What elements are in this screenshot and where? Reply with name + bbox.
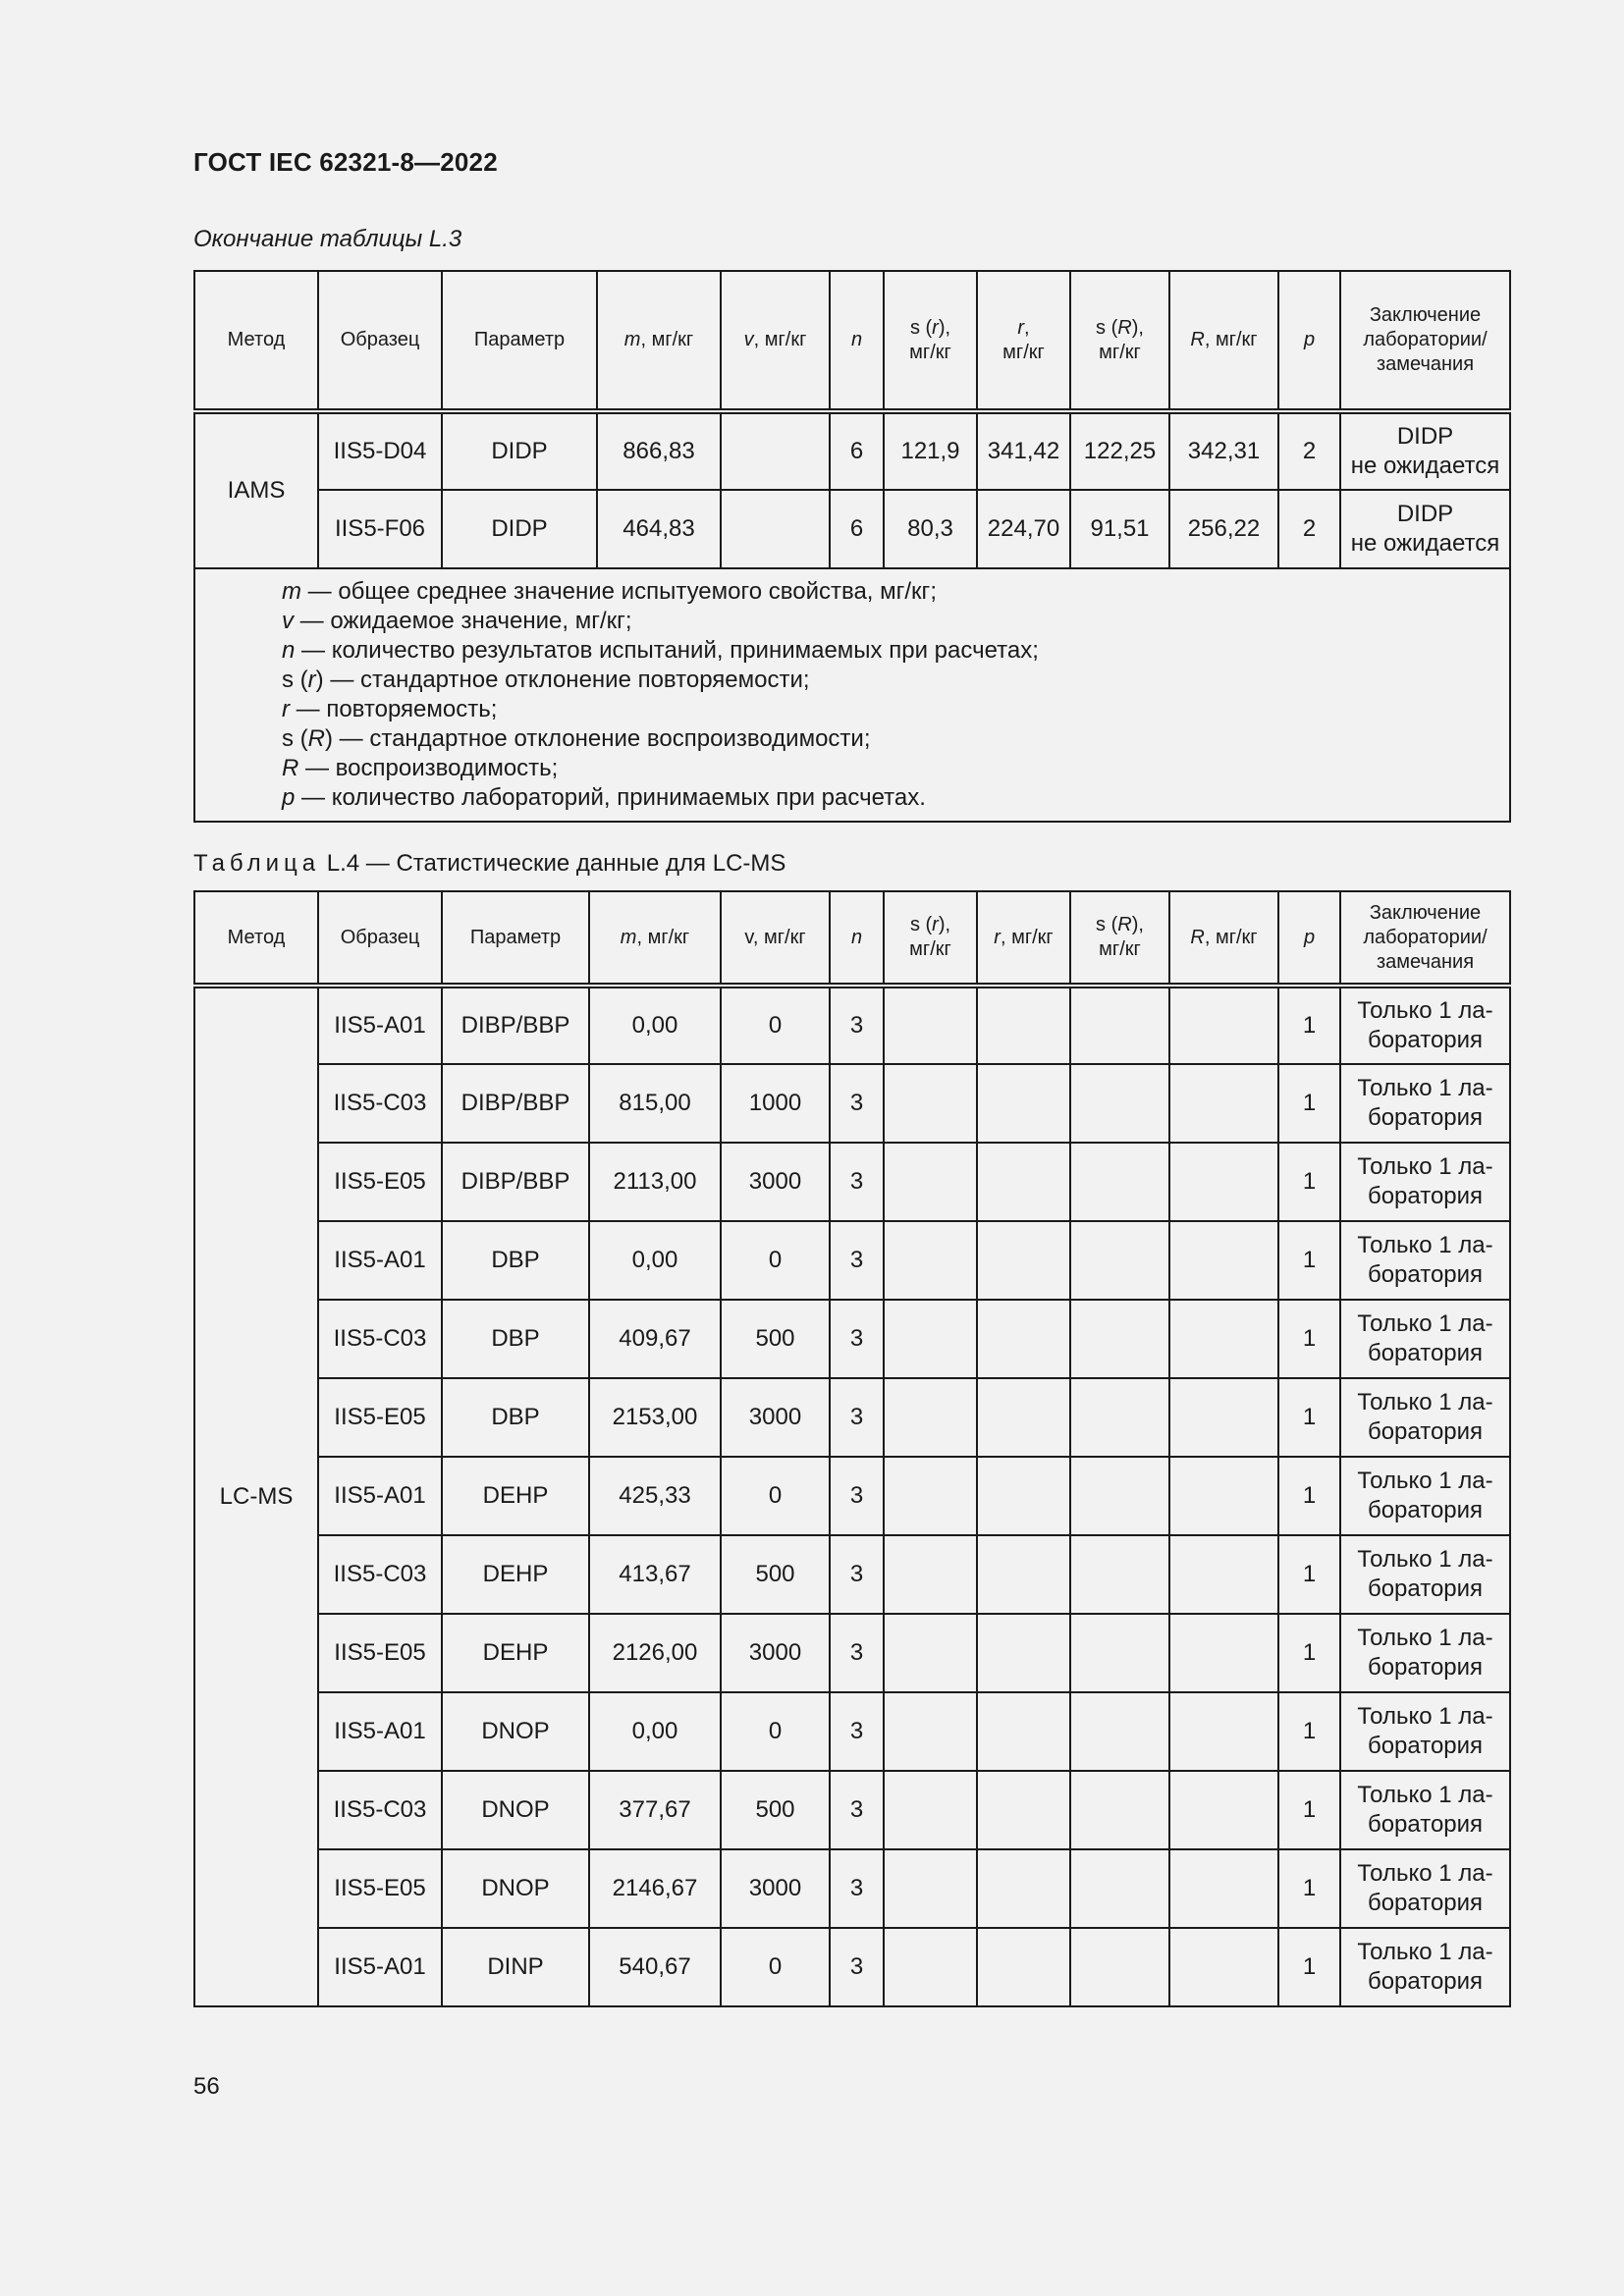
conclusion-cell: Только 1 ла- боратория xyxy=(1340,1771,1510,1849)
r-cell xyxy=(977,1064,1070,1143)
sample-cell: IIS5-A01 xyxy=(318,1692,442,1771)
n-cell: 3 xyxy=(830,1849,884,1928)
r-cell xyxy=(977,1928,1070,2006)
R-cell xyxy=(1169,1849,1278,1928)
sR-cell xyxy=(1070,1143,1169,1221)
p-cell: 1 xyxy=(1278,1535,1340,1614)
sample-cell: IIS5-A01 xyxy=(318,1457,442,1535)
legend-line: p — количество лабораторий, принимаемых при расчетах. xyxy=(282,784,926,811)
sR-cell xyxy=(1070,1457,1169,1535)
sr-cell: 121,9 xyxy=(884,411,977,490)
sr-cell xyxy=(884,1614,977,1692)
sr-cell: 80,3 xyxy=(884,490,977,568)
sample-cell: IIS5-E05 xyxy=(318,1614,442,1692)
v-cell: 0 xyxy=(721,1457,830,1535)
sR-cell xyxy=(1070,1692,1169,1771)
sR-cell xyxy=(1070,1849,1169,1928)
n-cell: 3 xyxy=(830,986,884,1064)
sR-cell xyxy=(1070,1535,1169,1614)
r-cell xyxy=(977,1221,1070,1300)
R-cell xyxy=(1169,1378,1278,1457)
col-header-sample: Образец xyxy=(318,891,442,986)
parameter-cell: DIBP/BBP xyxy=(442,986,589,1064)
v-cell: 500 xyxy=(721,1771,830,1849)
parameter-cell: DIBP/BBP xyxy=(442,1143,589,1221)
r-cell xyxy=(977,1771,1070,1849)
v-cell: 500 xyxy=(721,1300,830,1378)
sR-cell xyxy=(1070,1928,1169,2006)
sR-cell: 91,51 xyxy=(1070,490,1169,568)
col-header-r: r, мг/кг xyxy=(977,891,1070,986)
n-cell: 3 xyxy=(830,1928,884,2006)
n-cell: 3 xyxy=(830,1300,884,1378)
R-cell xyxy=(1169,986,1278,1064)
p-cell: 1 xyxy=(1278,1692,1340,1771)
sample-cell: IIS5-C03 xyxy=(318,1771,442,1849)
R-cell xyxy=(1169,1771,1278,1849)
v-cell: 3000 xyxy=(721,1143,830,1221)
table-row xyxy=(194,1771,1510,1849)
col-header-conclusion: Заключение лаборатории/ замечания xyxy=(1340,271,1510,411)
document-title: ГОСТ IEC 62321-8—2022 xyxy=(193,147,498,177)
table-l3-caption: Окончание таблицы L.3 xyxy=(193,226,462,252)
n-cell: 3 xyxy=(830,1692,884,1771)
sr-cell xyxy=(884,1535,977,1614)
r-cell xyxy=(977,1849,1070,1928)
n-cell: 3 xyxy=(830,1614,884,1692)
col-header-n: n xyxy=(830,271,884,411)
r-cell xyxy=(977,1535,1070,1614)
v-cell: 0 xyxy=(721,1692,830,1771)
parameter-cell: DEHP xyxy=(442,1457,589,1535)
table-row xyxy=(194,1457,1510,1535)
n-cell: 6 xyxy=(830,411,884,490)
sample-cell: IIS5-C03 xyxy=(318,1300,442,1378)
R-cell xyxy=(1169,1457,1278,1535)
table-row xyxy=(194,1064,1510,1143)
m-cell: 2113,00 xyxy=(589,1143,721,1221)
col-header-sr: s (r), мг/кг xyxy=(884,271,977,411)
table-row xyxy=(194,1849,1510,1928)
sR-cell xyxy=(1070,1614,1169,1692)
n-cell: 3 xyxy=(830,1221,884,1300)
R-cell xyxy=(1169,1535,1278,1614)
sample-cell: IIS5-E05 xyxy=(318,1849,442,1928)
p-cell: 1 xyxy=(1278,1378,1340,1457)
col-header-conclusion: Заключение лаборатории/ замечания xyxy=(1340,891,1510,986)
R-cell: 256,22 xyxy=(1169,490,1278,568)
parameter-cell: DEHP xyxy=(442,1535,589,1614)
sR-cell xyxy=(1070,1221,1169,1300)
p-cell: 1 xyxy=(1278,1221,1340,1300)
col-header-method: Метод xyxy=(194,891,318,986)
col-header-v: v, мг/кг xyxy=(721,271,830,411)
legend-line: v — ожидаемое значение, мг/кг; xyxy=(282,608,632,634)
R-cell xyxy=(1169,1300,1278,1378)
legend-line: s (R) — стандартное отклонение воспроизводимости; xyxy=(282,725,871,752)
conclusion-cell: Только 1 ла- боратория xyxy=(1340,1064,1510,1143)
table-row xyxy=(194,411,1510,490)
table-l3 xyxy=(193,270,1511,823)
m-cell: 0,00 xyxy=(589,1221,721,1300)
sr-cell xyxy=(884,1300,977,1378)
p-cell: 1 xyxy=(1278,1771,1340,1849)
sample-cell: IIS5-A01 xyxy=(318,1928,442,2006)
sample-cell: IIS5-A01 xyxy=(318,986,442,1064)
v-cell: 0 xyxy=(721,1221,830,1300)
col-header-p: p xyxy=(1278,891,1340,986)
col-header-v: v, мг/кг xyxy=(721,891,830,986)
table-row xyxy=(194,1143,1510,1221)
table-row xyxy=(194,1378,1510,1457)
n-cell: 6 xyxy=(830,490,884,568)
sample-cell: IIS5-D04 xyxy=(318,411,442,490)
col-header-m: m, мг/кг xyxy=(589,891,721,986)
parameter-cell: DINP xyxy=(442,1928,589,2006)
p-cell: 1 xyxy=(1278,1143,1340,1221)
r-cell xyxy=(977,1300,1070,1378)
p-cell: 1 xyxy=(1278,1849,1340,1928)
p-cell: 1 xyxy=(1278,1300,1340,1378)
n-cell: 3 xyxy=(830,1535,884,1614)
sr-cell xyxy=(884,1378,977,1457)
v-cell: 0 xyxy=(721,1928,830,2006)
page-number: 56 xyxy=(193,2073,220,2100)
conclusion-cell: Только 1 ла- боратория xyxy=(1340,1535,1510,1614)
col-header-n: n xyxy=(830,891,884,986)
conclusion-cell: Только 1 ла- боратория xyxy=(1340,1378,1510,1457)
m-cell: 413,67 xyxy=(589,1535,721,1614)
legend-line: r — повторяемость; xyxy=(282,696,498,722)
m-cell: 0,00 xyxy=(589,1692,721,1771)
m-cell: 866,83 xyxy=(597,411,721,490)
conclusion-cell: DIDP не ожидается xyxy=(1340,411,1510,490)
parameter-cell: DNOP xyxy=(442,1771,589,1849)
parameter-cell: DEHP xyxy=(442,1614,589,1692)
v-cell: 3000 xyxy=(721,1614,830,1692)
col-header-R: R, мг/кг xyxy=(1169,271,1278,411)
v-cell: 1000 xyxy=(721,1064,830,1143)
parameter-cell: DBP xyxy=(442,1378,589,1457)
m-cell: 2153,00 xyxy=(589,1378,721,1457)
sr-cell xyxy=(884,1849,977,1928)
r-cell xyxy=(977,1457,1070,1535)
legend-line: s (r) — стандартное отклонение повторяемости; xyxy=(282,667,810,693)
table-row xyxy=(194,1614,1510,1692)
v-cell: 3000 xyxy=(721,1849,830,1928)
col-header-method: Метод xyxy=(194,271,318,411)
table-row xyxy=(194,490,1510,568)
n-cell: 3 xyxy=(830,1457,884,1535)
method-cell: LC-MS xyxy=(194,986,318,2006)
n-cell: 3 xyxy=(830,1143,884,1221)
col-header-parameter: Параметр xyxy=(442,271,597,411)
p-cell: 2 xyxy=(1278,411,1340,490)
conclusion-cell: Только 1 ла- боратория xyxy=(1340,1928,1510,2006)
R-cell xyxy=(1169,1692,1278,1771)
method-cell: IAMS xyxy=(194,411,318,568)
p-cell: 1 xyxy=(1278,1064,1340,1143)
R-cell: 342,31 xyxy=(1169,411,1278,490)
v-cell: 3000 xyxy=(721,1378,830,1457)
m-cell: 2146,67 xyxy=(589,1849,721,1928)
sr-cell xyxy=(884,1457,977,1535)
n-cell: 3 xyxy=(830,1771,884,1849)
legend-line: n — количество результатов испытаний, принимаемых при расчетах; xyxy=(282,637,1039,664)
conclusion-cell: Только 1 ла- боратория xyxy=(1340,986,1510,1064)
sample-cell: IIS5-C03 xyxy=(318,1535,442,1614)
sr-cell xyxy=(884,1692,977,1771)
table-row xyxy=(194,1692,1510,1771)
sr-cell xyxy=(884,1928,977,2006)
conclusion-cell: DIDP не ожидается xyxy=(1340,490,1510,568)
table-row xyxy=(194,1300,1510,1378)
v-cell xyxy=(721,411,830,490)
sR-cell xyxy=(1070,1064,1169,1143)
conclusion-cell: Только 1 ла- боратория xyxy=(1340,1614,1510,1692)
sr-cell xyxy=(884,1064,977,1143)
p-cell: 1 xyxy=(1278,1614,1340,1692)
m-cell: 377,67 xyxy=(589,1771,721,1849)
conclusion-cell: Только 1 ла- боратория xyxy=(1340,1692,1510,1771)
p-cell: 2 xyxy=(1278,490,1340,568)
m-cell: 0,00 xyxy=(589,986,721,1064)
p-cell: 1 xyxy=(1278,1928,1340,2006)
sample-cell: IIS5-F06 xyxy=(318,490,442,568)
v-cell: 0 xyxy=(721,986,830,1064)
parameter-cell: DIDP xyxy=(442,411,597,490)
parameter-cell: DBP xyxy=(442,1300,589,1378)
table-row xyxy=(194,1221,1510,1300)
sr-cell xyxy=(884,1771,977,1849)
sR-cell: 122,25 xyxy=(1070,411,1169,490)
col-header-p: p xyxy=(1278,271,1340,411)
sr-cell xyxy=(884,1221,977,1300)
col-header-sr: s (r), мг/кг xyxy=(884,891,977,986)
legend-line: m — общее среднее значение испытуемого свойства, мг/кг; xyxy=(282,578,937,605)
sr-cell xyxy=(884,986,977,1064)
n-cell: 3 xyxy=(830,1378,884,1457)
col-header-sR: s (R), мг/кг xyxy=(1070,271,1169,411)
sample-cell: IIS5-E05 xyxy=(318,1143,442,1221)
col-header-R: R, мг/кг xyxy=(1169,891,1278,986)
conclusion-cell: Только 1 ла- боратория xyxy=(1340,1457,1510,1535)
table-l3-header-row xyxy=(194,271,1510,411)
sample-cell: IIS5-E05 xyxy=(318,1378,442,1457)
conclusion-cell: Только 1 ла- боратория xyxy=(1340,1221,1510,1300)
col-header-r: r, мг/кг xyxy=(977,271,1070,411)
table-row xyxy=(194,1928,1510,2006)
R-cell xyxy=(1169,1064,1278,1143)
sR-cell xyxy=(1070,1771,1169,1849)
m-cell: 464,83 xyxy=(597,490,721,568)
col-header-sample: Образец xyxy=(318,271,442,411)
table-l4-caption: Таблица L.4 — Статистические данные для LC-MS xyxy=(193,850,786,877)
m-cell: 815,00 xyxy=(589,1064,721,1143)
table-row xyxy=(194,1535,1510,1614)
sr-cell xyxy=(884,1143,977,1221)
parameter-cell: DNOP xyxy=(442,1849,589,1928)
R-cell xyxy=(1169,1928,1278,2006)
conclusion-cell: Только 1 ла- боратория xyxy=(1340,1849,1510,1928)
R-cell xyxy=(1169,1221,1278,1300)
m-cell: 409,67 xyxy=(589,1300,721,1378)
r-cell xyxy=(977,1692,1070,1771)
m-cell: 540,67 xyxy=(589,1928,721,2006)
r-cell: 224,70 xyxy=(977,490,1070,568)
v-cell: 500 xyxy=(721,1535,830,1614)
m-cell: 2126,00 xyxy=(589,1614,721,1692)
sample-cell: IIS5-C03 xyxy=(318,1064,442,1143)
parameter-cell: DNOP xyxy=(442,1692,589,1771)
conclusion-cell: Только 1 ла- боратория xyxy=(1340,1300,1510,1378)
p-cell: 1 xyxy=(1278,986,1340,1064)
r-cell xyxy=(977,986,1070,1064)
sR-cell xyxy=(1070,1300,1169,1378)
col-header-sR: s (R), мг/кг xyxy=(1070,891,1169,986)
parameter-cell: DIBP/BBP xyxy=(442,1064,589,1143)
table-l4-header-row xyxy=(194,891,1510,986)
conclusion-cell: Только 1 ла- боратория xyxy=(1340,1143,1510,1221)
r-cell: 341,42 xyxy=(977,411,1070,490)
table-row xyxy=(194,986,1510,1064)
sR-cell xyxy=(1070,986,1169,1064)
n-cell: 3 xyxy=(830,1064,884,1143)
legend-line: R — воспроизводимость; xyxy=(282,755,559,781)
R-cell xyxy=(1169,1614,1278,1692)
parameter-cell: DBP xyxy=(442,1221,589,1300)
m-cell: 425,33 xyxy=(589,1457,721,1535)
R-cell xyxy=(1169,1143,1278,1221)
table-l4 xyxy=(193,890,1511,2007)
r-cell xyxy=(977,1143,1070,1221)
col-header-parameter: Параметр xyxy=(442,891,589,986)
v-cell xyxy=(721,490,830,568)
sR-cell xyxy=(1070,1378,1169,1457)
parameter-cell: DIDP xyxy=(442,490,597,568)
legend-row xyxy=(194,568,1510,822)
r-cell xyxy=(977,1378,1070,1457)
p-cell: 1 xyxy=(1278,1457,1340,1535)
r-cell xyxy=(977,1614,1070,1692)
legend-cell xyxy=(194,568,1510,822)
sample-cell: IIS5-A01 xyxy=(318,1221,442,1300)
col-header-m: m, мг/кг xyxy=(597,271,721,411)
